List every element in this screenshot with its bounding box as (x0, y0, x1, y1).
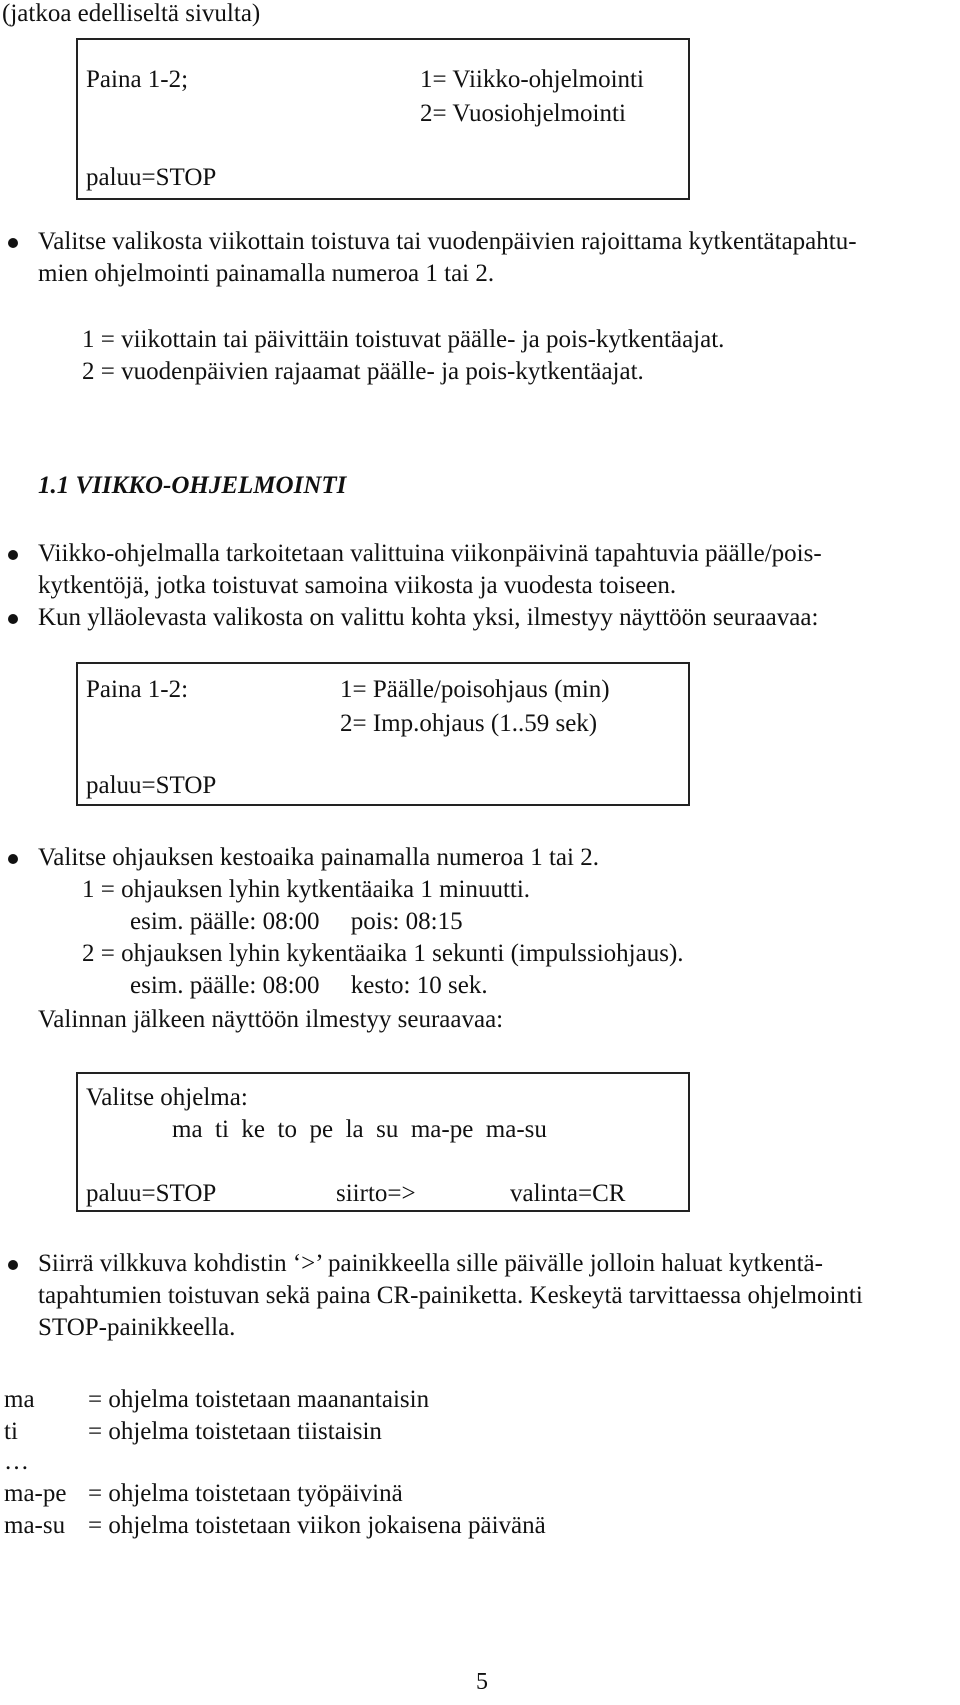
bullet4-sub1: 1 = ohjauksen lyhin kytkentäaika 1 minuutti. (82, 876, 531, 903)
legend-desc: = ohjelma toistetaan maanantaisin (88, 1386, 430, 1413)
bullet-marker (8, 854, 18, 864)
bullet2-line1: Viikko-ohjelmalla tarkoitetaan valittuina viikonpäivinä tapahtuvia päälle/pois- (38, 540, 822, 567)
bullet4-after: Valinnan jälkeen näyttöön ilmestyy seuraavaa: (38, 1006, 504, 1033)
bullet5-line3: STOP-painikkeella. (38, 1314, 236, 1341)
legend-term: ti (4, 1418, 18, 1445)
box3-move: siirto=> (336, 1180, 416, 1207)
box3-back: paluu=STOP (86, 1180, 217, 1207)
bullet4-sub2: 2 = ohjauksen lyhin kykentäaika 1 sekunti (impulssiohjaus). (82, 940, 684, 967)
box1-prompt: Paina 1-2; (86, 66, 189, 93)
bullet-marker (8, 550, 18, 560)
bullet1-line2: mien ohjelmointi painamalla numeroa 1 tai 2. (38, 260, 495, 287)
bullet4-example1: esim. päälle: 08:00 pois: 08:15 (130, 908, 463, 935)
page-number: 5 (476, 1669, 488, 1695)
legend-term: ma (4, 1386, 35, 1413)
box3-title: Valitse ohjelma: (86, 1084, 248, 1111)
box2-option-1: 1= Päälle/poisohjaus (min) (340, 676, 610, 703)
bullet2-line2: kytkentöjä, jotka toistuvat samoina viikosta ja vuodesta toiseen. (38, 572, 677, 599)
bullet-marker (8, 238, 18, 248)
legend-term: ma-su (4, 1512, 66, 1539)
bullet3-line1: Kun ylläolevasta valikosta on valittu kohta yksi, ilmestyy näyttöön seuraavaa: (38, 604, 819, 631)
box1-option-2: 2= Vuosiohjelmointi (420, 100, 626, 127)
bullet5-line1: Siirrä vilkkuva kohdistin ‘>’ painikkeella sille päivälle jolloin haluat kytkentä- (38, 1250, 823, 1277)
continuation-note: (jatkoa edelliseltä sivulta) (2, 0, 261, 27)
legend-term: ma-pe (4, 1480, 67, 1507)
bullet1-sub1: 1 = viikottain tai päivittäin toistuvat päälle- ja pois-kytkentäajat. (82, 326, 725, 353)
bullet4-example2: esim. päälle: 08:00 kesto: 10 sek. (130, 972, 488, 999)
box1-back: paluu=STOP (86, 164, 217, 191)
bullet5-line2: tapahtumien toistuvan sekä paina CR-painiketta. Keskeytä tarvittaessa ohjelmointi (38, 1282, 863, 1309)
box3-select: valinta=CR (510, 1180, 626, 1207)
box2-back: paluu=STOP (86, 772, 217, 799)
box2-option-2: 2= Imp.ohjaus (1..59 sek) (340, 710, 598, 737)
legend-desc: = ohjelma toistetaan viikon jokaisena päivänä (88, 1512, 546, 1539)
bullet-marker (8, 614, 18, 624)
bullet4-line1: Valitse ohjauksen kestoaika painamalla numeroa 1 tai 2. (38, 844, 599, 871)
legend-term: … (4, 1448, 29, 1475)
box1-option-1: 1= Viikko-ohjelmointi (420, 66, 644, 93)
legend-desc: = ohjelma toistetaan tiistaisin (88, 1418, 382, 1445)
bullet1-sub2: 2 = vuodenpäivien rajaamat päälle- ja pois-kytkentäajat. (82, 358, 644, 385)
box2-prompt: Paina 1-2: (86, 676, 189, 703)
bullet-marker (8, 1260, 18, 1270)
box3-days: ma ti ke to pe la su ma-pe ma-su (172, 1116, 547, 1143)
legend-desc: = ohjelma toistetaan työpäivinä (88, 1480, 403, 1507)
section-heading: 1.1 VIIKKO-OHJELMOINTI (38, 472, 347, 499)
bullet1-line1: Valitse valikosta viikottain toistuva tai vuodenpäivien rajoittama kytkentätapahtu- (38, 228, 857, 255)
